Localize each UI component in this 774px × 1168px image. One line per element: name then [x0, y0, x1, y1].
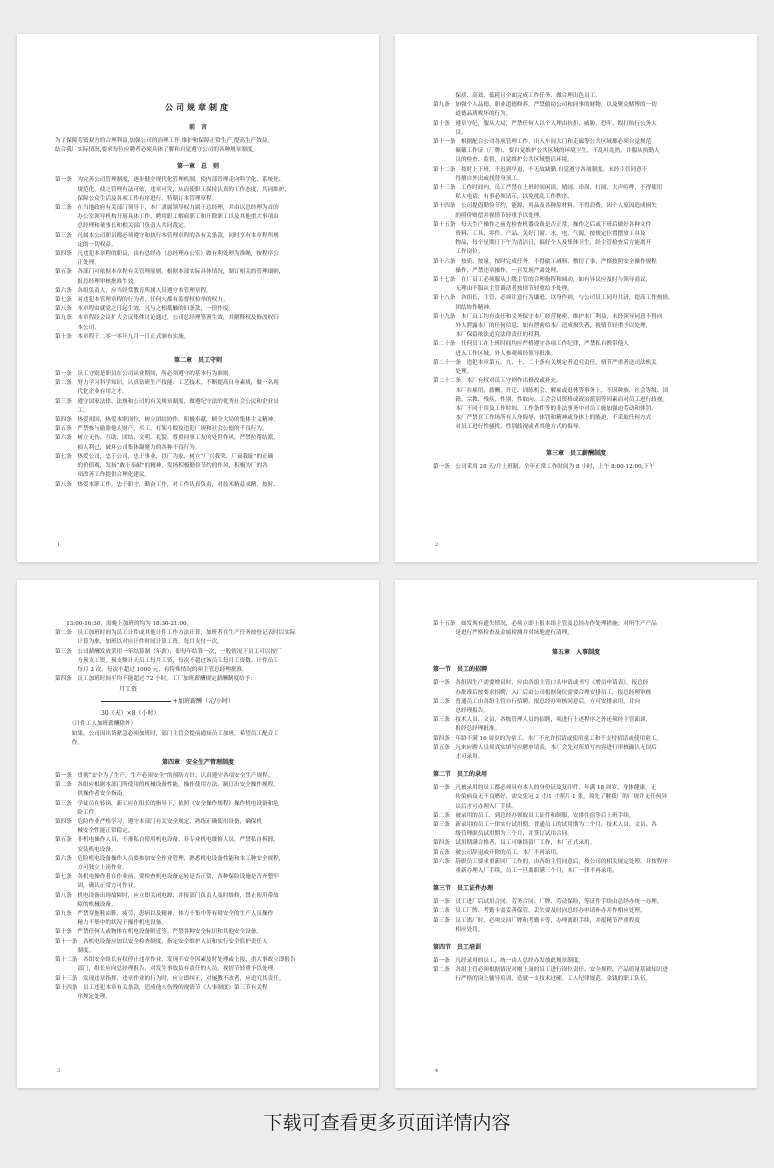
section-1-body	[433, 679, 719, 762]
text-line: 为了保障劳资双方的合理利益,加强公司的治理工作,维护和保障正常生产,提高生产效益,	[55, 138, 270, 144]
text-line: 第一条 各组因生产需要增员时，应由各组主管口头申请或书写《增员申请表》，报总经	[433, 680, 649, 687]
more-pages-caption: 下载可查看更多页面详情内容	[263, 1112, 511, 1134]
formula-numerator: 月工资	[119, 686, 138, 694]
formula-denominator: 30（天）×8（小时）	[101, 710, 160, 718]
text-line: 第十条 严禁任何人或物体在机电设备附近等。严禁各种安全标识和其他安全设备。	[55, 929, 262, 936]
text-line: 正处理。	[55, 260, 100, 267]
text-line: 第四条 凡违犯本章程的职员，由有总经办（总经理办公室）做有利处理为准绳，按程序公	[55, 251, 279, 258]
text-line: 第十四条 员工违犯本章有关条款，造成他人伤残的视情节《人事制度》第三节有关程	[55, 984, 268, 991]
text-line: 第十条 遵章守纪，服从大局，严禁任何人以个人理由抗拒、威胁、恐吓、殴打执行公务人	[433, 120, 657, 127]
text-line: 第十一条 根据配合公司各项管理工作，出入车间大门和走廊等公共区域都必须自觉规范	[433, 139, 652, 146]
text-line: 本公司。	[55, 324, 100, 331]
text-line: 第十九条 本厂员工均有责任和义务保守本厂经营秘密，维护本厂利益，未经领导同意不得向	[433, 313, 663, 320]
text-line: 行严格的岗上辅导培训，造就一支技术过硬、工人纪律规范、金钱的职工队伍。	[433, 976, 652, 983]
page-3-body	[55, 620, 341, 684]
chapter-4-body	[55, 772, 341, 1002]
text-line: 第七条 对违犯本管理章程的行为者，任何人都有监督权检举的权力。	[55, 297, 229, 304]
text-line: 第九条 加强个人品德、职业道德修养，严禁偷窃公司和同事的财物，以及聚众赌博的一切	[433, 102, 657, 109]
text-line: 第一条 员工进厂后试用合同、劳务合同、厂牌、劳动保险，等证件手续由总经办统一办理。	[433, 899, 663, 906]
text-line: 无理由不服从主管调动者按情节轻重给予处理。	[433, 286, 573, 293]
text-line: 团结协作精神。	[433, 304, 495, 311]
text-line: 第十二条 各组安全组长有权停止违章作业，发现不安全因素及时处理或上报，重大事故立即报告	[55, 957, 296, 964]
text-line: 第十三条 发现违章指挥、违章作业的行为时，应立即纠正，对屡教不改者，应追究其责任。	[55, 975, 285, 982]
text-line: 第六条 各组负责人，应当经常教育所属人员遵守本管理章程。	[55, 287, 212, 294]
text-line: 第三条 员工离厂时，必须交回厂牌和考勤卡等，办理离职手续，并报精节严重程度	[433, 917, 640, 924]
text-line: 第十五条 如发现有遗失情况，必须立即上报本组主管及总经办作处理措施；对所生产产品	[433, 621, 657, 627]
text-line: 工作岗位。	[433, 249, 484, 256]
text-line: 第一条 凡被录用的员工都必须具有本人的身份证及复印件、年满 18 周岁、身体健康、无	[433, 785, 657, 792]
text-line: 械安全性能正常稳定。	[55, 828, 134, 835]
text-line: 总经理和董事长和相关部门负责人共同裁定。	[55, 223, 190, 230]
text-line: 第六条 危险机电设备操作人员要参加安全作业管理，熟悉机电设备性能和本工种安全规程，	[55, 855, 285, 862]
text-line: 每月 2 次，每次不超过 1000 元，有特殊情况的须主管总经理批准。	[55, 667, 248, 674]
text-line: 计算为准，加班以对应计件时间计算工资。每月支付一次。	[55, 639, 223, 646]
text-line: 第十二条 按时上下班，不迟到早退，不无故缺勤,自觉遵守各项制度。未经主管同意不	[433, 166, 648, 173]
text-line: 的照价赔偿并视情节轻重予以处理。	[433, 212, 545, 219]
text-line: 第三条 技术人员、文员、各级管理人员的招聘，须进行上述程序之外还须经主管面谈，	[433, 717, 652, 724]
text-line: 第二条 各组应根据本部门所使用的机械设备性能，操作使用方法，制订出安全操作规程，	[55, 782, 279, 789]
page-4-intro	[433, 620, 719, 638]
formula-line	[101, 696, 341, 708]
document-page-1	[17, 34, 379, 562]
text-line: 总经理报告。	[433, 708, 489, 715]
text-line: 外人泄露本厂的任何信息，如有泄密给本厂造成损失者，视情节轻重予以处理，	[433, 323, 652, 330]
text-line: 第三条 遵守国家法律、法规和公司的有关规章制度，做遵纪守法的优秀社会公民和企业员	[55, 398, 279, 405]
chapter-1-body	[55, 176, 341, 342]
text-line: 本厂保留依法追究法律责任的权利。	[433, 332, 545, 339]
text-line: 作。	[55, 739, 83, 746]
text-line: 结合我厂实际情况,要求每位应聘者必须具体了解和自觉遵守公司的各种规章制度。	[55, 147, 259, 154]
text-line: 本厂不同于涉及工作时间、工作条件等的非法事务中对员工施加强迫劳动和体罚。	[433, 405, 657, 412]
text-line: 第一条 为完善公司管理制度，逐步健全现代化管理机制，使内部管理走向科学化、系统化、	[55, 177, 285, 184]
page-number: 4	[435, 1068, 439, 1074]
text-line: 第三条 学徒员在转岗，新工应在组长的指导下，依照《安全操作规程》操作机电设备和危	[55, 800, 279, 807]
text-line: 第五条 非机电操作人员，不准私自使用机电设备，非专业机电维修人员，严禁私自拆卸，	[55, 837, 279, 844]
document-page-3	[17, 580, 379, 1088]
text-line: 第二条 各组主管必须根据情况对刚上岗的员工进行岗位责任、安全规程、产品质量基础知识进	[433, 967, 668, 974]
text-line: 对员工进行性骚扰、性别歧视或者其他方式的侮辱。	[433, 424, 585, 431]
page-number: 1	[57, 542, 61, 548]
text-line: 定的一切权益。	[55, 241, 117, 248]
text-line: 物品，每个星期日下午为清洁日，搞好个人及集体卫生，经主管检查后方能离开	[433, 240, 652, 247]
text-line: 佩戴工作证（厂牌），要自觉维护公共区域的环境卫生，不乱吐乱扔，并服从执勤人	[433, 148, 660, 155]
text-line: 第十四条 公司提倡勤俭节约，能源、用品及各种原材料，不得浪费，因个人原因造成损失	[433, 203, 657, 210]
text-line: 第一条 员工守则是职员在公司从业期间，所必须遵守的基本行为准则。	[55, 371, 235, 378]
text-line: 第十条 本章程于二零一零年九月一日正式颁布实施。	[55, 333, 190, 340]
text-line: 第二条 普通员工由各组主管自行招聘，报总经办审核同意后，方可安排录用，并向	[433, 698, 640, 705]
section-4-heading: 第四节 员工培训	[433, 944, 482, 952]
text-line: 第一条 凡经录用的员工，统一由人总经办发放此规章制度。	[433, 958, 585, 965]
text-line: 供操作者安全指南。	[55, 791, 128, 798]
document-page-2	[395, 34, 757, 562]
text-line: 报总经理审核批准生效。	[55, 278, 139, 285]
text-line: 本厂严禁在工作场所有人身侮辱、体罚和精神或身体上的胁迫，不采取任何方式	[433, 415, 652, 422]
text-line: 相应处罚。	[433, 926, 484, 933]
text-line: 操作，严禁违章操作，一旦发现严肃处理。	[433, 267, 562, 274]
text-line: 第二条 员工厂牌、考勤卡需妥善保管，丢失要及时向总经办申请补办并作相应处理。	[433, 908, 646, 915]
text-line: 方预支工资。预支额计天员工每月工资，每次不超过该员工每月工资数。计件员工	[55, 657, 279, 664]
text-line: 第七条 各机电操作者在作业前，要检查机电设备运转是否正常，各种保险设施是否齐整牢	[55, 874, 279, 881]
page-number: 3	[57, 1068, 61, 1074]
text-line: 本厂在雇用、薪酬、升迁、训练机会、解雇或退休等事务上，不因种族、社会等级、国	[433, 387, 668, 394]
text-line: 第九条 本章程经会议扩大会议集体讨论通过，公司总经理签署生效，其解释权及修改权归	[55, 315, 279, 322]
text-line: 得擅自外出或找替身顶工。	[433, 175, 523, 182]
text-line: 才可录用。	[433, 754, 484, 761]
text-line: 第十五条 每天生产操作之前先检查机器设备是否正常，操作之后或下班后做好各种文件	[433, 221, 652, 228]
text-line: 第五条 严禁参与偷盗他人财产，买工，打架斗殴及违犯厂规和社会公德的不良行为。	[55, 426, 268, 433]
text-line: 报经总经理批准。	[433, 726, 501, 733]
text-line: 员。	[433, 129, 467, 136]
text-line: 第十三条 工作时间内，员工严禁在上班时间闲谈、嬉闹、串岗、打闹、大声喧哗，不得使用	[433, 185, 663, 192]
text-line: 道德品质败坏的行为。	[433, 111, 512, 118]
text-line: 办批准后按要求招聘，入厂后由公司根据岗位需要合理安排员工，报总经理审核	[433, 689, 652, 696]
text-line: 第八条 机电设备出现故障时，应立即关闭电源，并报部门负责人及时维修，禁止使用带故	[55, 892, 279, 899]
text-line: 议后才可办理入厂手续。	[433, 803, 517, 810]
document-page-4	[395, 580, 757, 1088]
text-line: 制度。	[55, 947, 95, 954]
text-line: 固，确认正常方可作业。	[55, 883, 139, 890]
section-2-heading: 第二节 员工的录用	[433, 771, 488, 779]
preface-body	[55, 137, 341, 155]
text-line: 安装机电设备。	[55, 846, 117, 853]
formula-notes	[55, 720, 341, 748]
text-line: 第二条 被录用的员工，到总经办领取员工证件和制服，安排住宿等后上班手续。	[433, 812, 635, 819]
page-number: 2	[435, 542, 439, 548]
chapter-2-body	[55, 370, 341, 490]
text-line: 重新办理入厂手续，员工一旦离职满三个月，本厂一律不再录用。	[433, 868, 618, 875]
text-line: 籍、宗教、残疾、性别、性取向、工会会员资格或政治派别等因素而对员工进行歧视。	[433, 396, 668, 403]
chapter-2-heading: 第二章 员工守则	[173, 357, 222, 365]
section-1-heading: 第一节 员工的招聘	[433, 666, 488, 674]
text-line: 第十一条 各机电设备应加以安全检查制度，指定安全维护人员和实行安全监护责任人	[55, 938, 268, 945]
text-line: 第二十一条 违犯本章第五、九、十、二十条有关规定者追究责任，情节严重者送司法机关	[433, 359, 657, 366]
text-line: 工。	[55, 407, 89, 414]
section-2-body	[433, 784, 719, 876]
text-line: 第二十条 任何员工在上班时间均应严格遵守各项工作纪律，严禁私自携带他人	[433, 341, 629, 348]
text-line: 是进行严格检查及金属检测并对场地进行清理。	[433, 630, 573, 637]
section-4-body	[433, 957, 719, 985]
text-line: 精力不集中的状况下操作机电设备。	[55, 920, 167, 927]
chapter-1-heading: 第一章 总 则	[176, 163, 219, 171]
text-line: 第二十二条 本厂有权对员工守则作出修改或补充。	[433, 378, 562, 385]
chapter-4-heading: 第四章 安全生产管理制度	[161, 759, 234, 767]
text-line: 第四条 员工加班时间平均不能超过 72 小时。工厂加班薪酬规定薪酬制度给予：	[55, 676, 256, 683]
text-line: 障的机械设备。	[55, 901, 117, 908]
text-line: 第五条 凡来应聘人员须真实填写应聘申请表，本厂会先对所填写内容进行审核确认无误后	[433, 744, 657, 751]
chapter-5-heading: 第五章 人事制度	[551, 649, 600, 657]
text-line: 保障公众生活及各项工作有序进行，特制订本管理章程。	[55, 195, 218, 202]
text-line: 第六条 树立无伤、互助、团结、文明、礼貌、尊重同事工友的处世作风，严禁拉帮结派，	[55, 435, 279, 442]
text-line: 规范化，使之管理有法可依，违章可究，从而使职工保持认真的工作态度，共同维护、	[55, 186, 290, 193]
salary-formula	[101, 684, 341, 720]
text-line: 第四条 年龄不满 16 周岁的为童工，本厂不允许招请或使用童工和不支持招请或使用童工。	[433, 735, 662, 742]
page-2-body	[433, 92, 719, 433]
text-line: 进入工作区域，外人参观须经领导批准。	[433, 350, 557, 357]
text-line: 办公室领导机构开展具体工作，聘用职工解雇职工和开除职工以及其他重大事项由	[55, 214, 279, 221]
text-line: 第四条 试用期满合格者，员工可继续留厂工作，本厂正式录用。	[433, 840, 596, 847]
text-line: 第三条 公司薪酬发放采用一年结算制（年薪），即每年结算一次，一般情况下员工可以按厂	[55, 648, 282, 655]
text-line: 私人电话，有事必须请示，以免扰乱工作秩序。	[433, 194, 573, 201]
text-line: 级管理职员试用期为三个月，并签订试用合同。	[433, 831, 573, 838]
formula-tail: +加班薪酬（元/小时）	[172, 698, 234, 706]
text-line: 第四条 危险作业严格学习，遵守本部门有关安全规定，熟练正确使用设备，确保机	[55, 819, 262, 826]
text-line: 第二条 员工加班时间为员工计件或其他计件工作方法计算，加班者在生产任务按登记表时以实际	[55, 630, 296, 637]
text-line: 处理。	[433, 369, 473, 376]
text-line: 的价值观，发扬“敢于奉献”的精神，发扬积极勤俭节约的作风，积极为厂的各	[55, 463, 268, 470]
text-line: 序规定处理。	[55, 993, 111, 1000]
text-line: 方可独立上岗作业。	[55, 865, 128, 872]
chapter-3-line: 第一条 公司采用 28 天/月上班制，全年正常工作时间为 8 小时，上午 8:00-12:00,下午	[433, 463, 655, 470]
document-title: 公司规章制度	[165, 102, 231, 112]
text-line: 代化企业有用之才。	[55, 389, 128, 396]
text-line: 第五条 被公司辞退或开除的员工，本厂不再录用。	[433, 849, 562, 856]
text-line: 第八条 本章程由就党之日起生效，凡与之相抵触的旧条款，一律作废。	[55, 306, 235, 313]
text-line: 第七条 热爱公司，忠于公司，忠于事业，以厂为家，树立“厂兴我荣、厂衰我耻”的正确	[55, 453, 274, 460]
text-line: 第六条 辞职员工要求重新回厂工作的，由各组主管同意后，按公司的相关规定处理，并按程序	[433, 858, 668, 865]
text-line: 第三条 凡属本公司职员都必须遵守和执行本管理章程的各有关条款，同时享有本章程所规	[55, 232, 279, 239]
text-line: 第五条 各部门可依据本章程有关管理原则，根据本部实际具体情况，制订相关的管理细则，	[55, 269, 285, 276]
text-line: 第四条 热爱祖国，热爱本职岗位，树立团结协作、积极奉献，顾全大局的集体主义精神。	[55, 417, 279, 424]
text-line: 第十八条 各组长，主管，必须注意行为谦逊、以身作则，与公司员工同舟共济，提高工作热情，	[433, 295, 674, 302]
text-line: 传染病及无不良嗜好，需交免冠 2 寸/1 寸照片 1 张，须先了解我厂的厂规并无任何异	[433, 794, 668, 801]
text-line: 第三条 新录用的员工一律实行试用期，普通员工的试用期为二个月，技术人员、文员、各	[433, 822, 657, 829]
section-3-heading: 第三节 员工证件办理	[433, 885, 494, 893]
preface-heading: 前 言	[188, 124, 207, 131]
text-line: 第十六条 按质、按量、按时完成任务，不得偷工减料、敷衍了事，严格按照安全操作规程	[433, 258, 657, 265]
chapter-3-heading: 第三章 员工薪酬制度	[545, 449, 606, 457]
text-line: 险工件。	[55, 809, 100, 816]
text-line: （计件工人加班薪酬除外）	[55, 721, 137, 728]
section-3-body	[433, 898, 719, 935]
text-line: 保质、高效、低耗且全面完成工作任务，做合理出色员工。	[433, 93, 601, 99]
text-line: 第二条 在当地政府有关部门领导下，本厂隶属领导权力属于总经理，并由以总经理为首的	[55, 205, 279, 212]
text-line: 损人利己，破坏公司集体凝聚力的各种不良行为。	[55, 444, 201, 451]
text-line: 部门，组长应向总经理报告，对发生事故负有责任的人员，视情节轻重予以处理。	[55, 966, 279, 973]
text-line: 资料、工具、零件、产品、关好门窗、水、电、气源，按规定位置摆放工具及	[433, 231, 646, 238]
text-line: 第九条 严禁穿拖鞋凉鞋、疲劳、患病以及精神、体力不集中等有碍安全的生产人员操作	[55, 911, 274, 918]
text-line: 第八条 热爱本职工作，忠于职守，勤奋工作，对工作认真负责，对技术精益求精，按时、	[55, 481, 279, 488]
text-line: 员的检查、监督，自觉维护公共区域整洁环境。	[433, 157, 573, 164]
text-line: 13:00-16:30，需晚上加班的均为 18:30-21:00。	[55, 621, 193, 627]
text-line: 第二条 努力学习科学知识，认真钻研生产技能、工艺技术，不断提高自身素质，做一名现	[55, 380, 279, 387]
text-line: 如果，公司因出货紧急必须加班时，部门主管会提前通知员工加班，希望员工配合工	[55, 730, 279, 737]
text-line: 第一条 贯彻“安全为了生产，生产必须安全”的预防方针，认真遵守各项安全生产规程。	[55, 773, 274, 780]
text-line: 项改善工作提供合理化建议。	[55, 472, 151, 479]
text-line: 第十七条 在厂员工必须服从上级主管的合理指挥和调动，如有异议应及时与领导商议，	[433, 277, 652, 284]
